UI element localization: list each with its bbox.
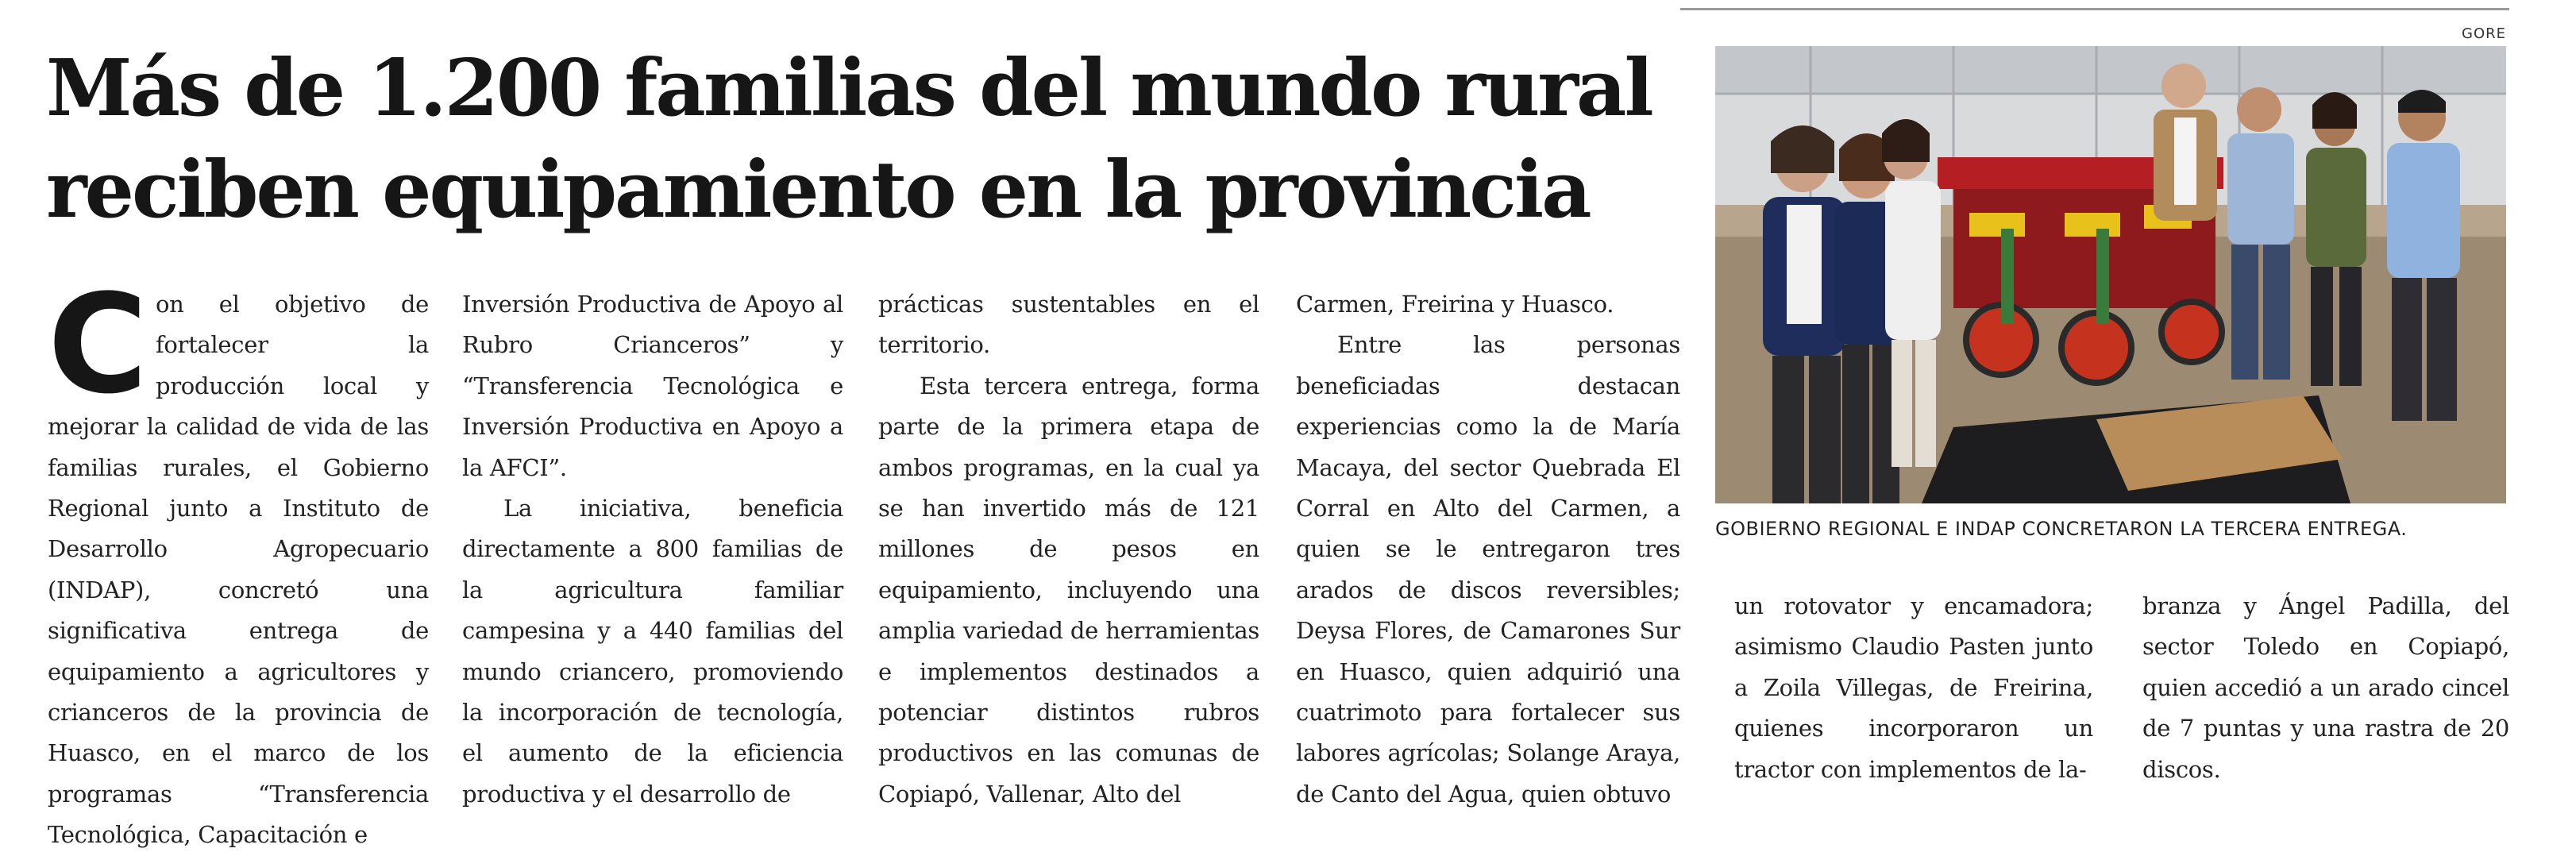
column-5-text: un rotovator y encamadora; asimismo Claudio Pasten junto a Zoila Villegas, de Freirina, quienes incorporaron un tractor con implementos de la- — [1734, 592, 2093, 783]
drop-cap: C — [48, 264, 148, 424]
article-column-6 — [2142, 586, 2509, 790]
column-1-text: on el objetivo de fortalecer la producción local y mejorar la calidad de vida de las familias rurales, el Gobierno Regional junto a Instituto de Desarrollo Agropecuario (INDAP), concretó una significativa entrega de equipamiento a agricultores y crianceros de la provincia de Huasco, en el marco de los programas “Transferencia Tecnológica, Capacitación e — [48, 291, 429, 849]
column-4-paragraph-1: Carmen, Freirina y Huasco. — [1296, 291, 1614, 318]
column-2-paragraph-1: Inversión Productiva de Apoyo al Rubro Crianceros” y “Transferencia Tecnológica e Inversión Productiva en Apoyo a la AFCI”. — [462, 291, 843, 481]
article-column-4 — [1296, 284, 1680, 815]
article-column-3 — [878, 284, 1259, 815]
article-column-1 — [48, 264, 429, 856]
article-photo — [1715, 46, 2506, 503]
photo-credit: GORE — [2462, 25, 2506, 42]
column-3-paragraph-2: Esta tercera entrega, forma parte de la primera etapa de ambos programas, en la cual ya se han invertido más de 121 millones de pesos en equipamiento, incluyendo una amplia variedad de herramientas e implementos destinados a potenciar distintos rubros productivos en las comunas de Copiapó, Vallenar, Alto del — [878, 372, 1259, 808]
column-4-paragraph-2: Entre las personas beneficiadas destacan experiencias como la de María Macaya, del sector Quebrada El Corral en Alto del Carmen, a quien se le entregaron tres arados de discos reversibles; Deysa Flores, de Camarones Sur en Huasco, quien adquirió una cuatrimoto para fortalecer sus labores agrícolas; Solange Araya, de Canto del Agua, quien obtuvo — [1296, 331, 1680, 808]
photo-caption: GOBIERNO REGIONAL E INDAP CONCRETARON LA TERCERA ENTREGA. — [1715, 518, 2408, 540]
column-2-paragraph-2: La iniciativa, beneficia directamente a 800 familias de la agricultura familiar campesina y a 440 familias del mundo criancero, promoviendo la incorporación de tecnología, el aumento de la eficiencia productiva y el desarrollo de — [462, 495, 843, 808]
headline: Más de 1.200 familias del mundo rural reciben equipamiento en la provincia — [46, 43, 1652, 236]
column-3-paragraph-1: prácticas sustentables en el territorio. — [878, 291, 1259, 359]
article-column-5 — [1734, 586, 2093, 790]
photo-top-rule — [1680, 8, 2509, 10]
column-6-text: branza y Ángel Padilla, del sector Toledo en Copiapó, quien accedió a un arado cincel de 7 puntas y una rastra de 20 discos. — [2142, 592, 2509, 783]
article-column-2 — [462, 284, 843, 815]
